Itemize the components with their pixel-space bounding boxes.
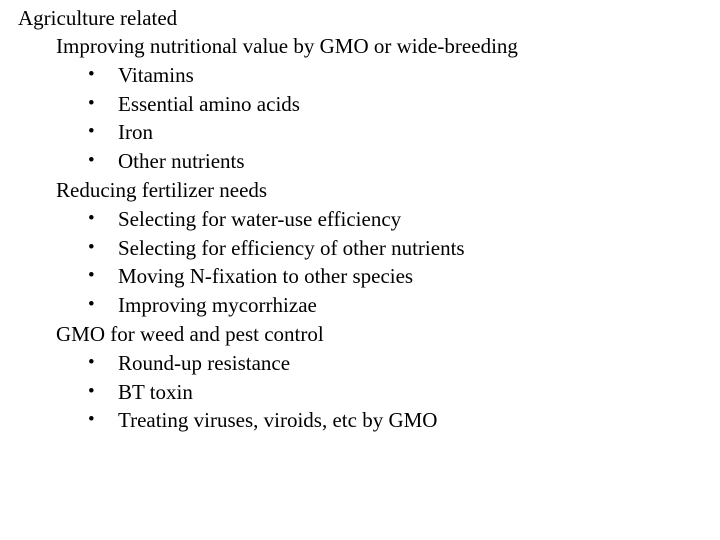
list-item	[0, 378, 720, 407]
slide-content	[0, 32, 720, 435]
list-item	[0, 234, 720, 263]
list-item-text: Iron	[118, 120, 153, 145]
section-nutrition	[0, 32, 720, 176]
section-fertilizer	[0, 176, 720, 320]
list-item-text: Selecting for water-use efficiency	[118, 206, 402, 231]
list-item-text: Improving mycorrhizae	[118, 293, 317, 318]
bullet-icon: •	[88, 63, 95, 85]
slide-title: Agriculture related	[18, 6, 178, 30]
list-item	[0, 205, 720, 234]
bullet-icon: •	[88, 207, 95, 229]
bullet-icon: •	[88, 150, 95, 172]
bullet-icon: •	[88, 380, 95, 402]
list-item-text: BT toxin	[118, 379, 193, 404]
list-item-text: Moving N-fixation to other species	[118, 264, 414, 289]
bullet-icon: •	[88, 236, 95, 258]
bullet-icon: •	[88, 92, 95, 114]
bullet-icon: •	[88, 351, 95, 373]
list-item	[0, 90, 720, 119]
section-heading: GMO for weed and pest control	[56, 321, 324, 346]
list-item-text: Round-up resistance	[118, 350, 291, 375]
bullet-list	[0, 349, 720, 435]
list-item	[0, 291, 720, 320]
list-item-text: Other nutrients	[118, 149, 245, 174]
list-item	[0, 118, 720, 147]
list-item	[0, 406, 720, 435]
bullet-icon: •	[88, 121, 95, 143]
list-item-text: Selecting for efficiency of other nutrients	[118, 235, 465, 260]
list-item	[0, 349, 720, 378]
list-item-text: Treating viruses, viroids, etc by GMO	[118, 408, 438, 433]
section-pest-control	[0, 320, 720, 435]
bullet-list	[0, 61, 720, 176]
section-heading: Reducing fertilizer needs	[56, 177, 268, 202]
list-item	[0, 61, 720, 90]
bullet-icon: •	[88, 265, 95, 287]
list-item-text: Vitamins	[118, 62, 194, 87]
list-item-text: Essential amino acids	[118, 91, 300, 116]
bullet-icon: •	[88, 294, 95, 316]
list-item	[0, 147, 720, 176]
bullet-icon: •	[88, 409, 95, 431]
list-item	[0, 262, 720, 291]
section-heading: Improving nutritional value by GMO or wide-breeding	[56, 34, 518, 58]
bullet-list	[0, 205, 720, 320]
